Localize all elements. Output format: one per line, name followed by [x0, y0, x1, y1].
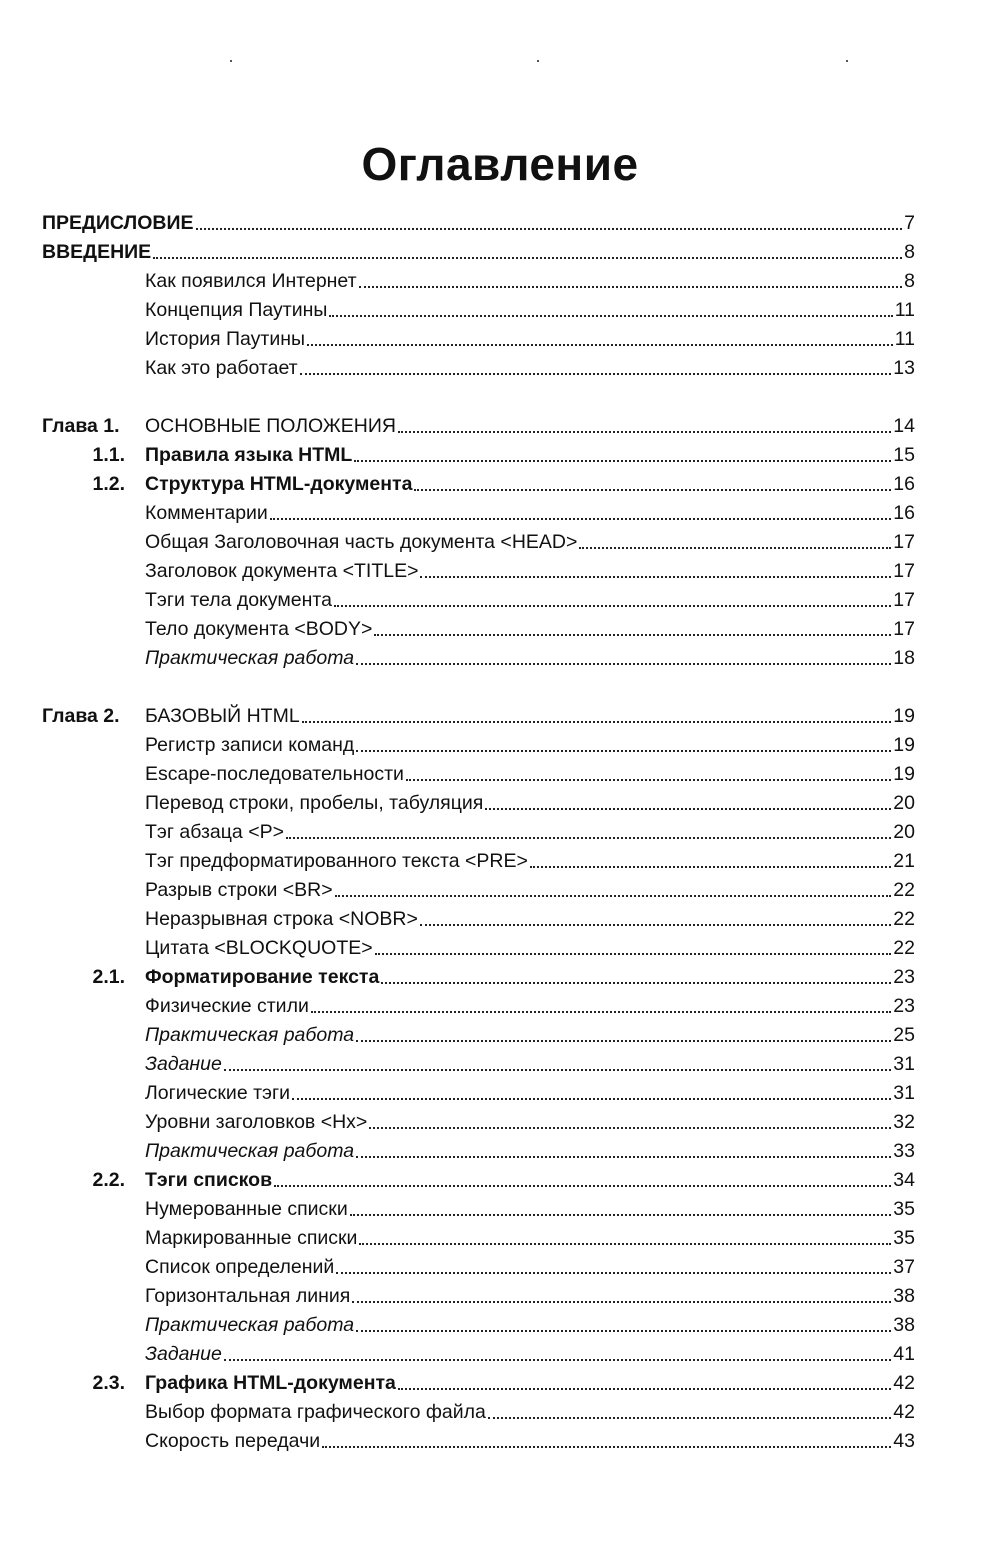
page-title: Оглавление: [361, 138, 639, 190]
toc-entry: [42, 1340, 915, 1369]
dot-leader: [224, 1069, 891, 1071]
toc-entry: [42, 1311, 915, 1340]
toc-entry-page: 35: [893, 1227, 915, 1249]
toc-entry-title: Регистр записи команд: [145, 734, 355, 756]
toc-entry-page: 11: [894, 328, 915, 350]
dot-leader: [153, 257, 902, 259]
toc-entry-title: Цитата <BLOCKQUOTE>: [145, 937, 373, 959]
dot-leader: [406, 779, 891, 781]
toc-entry-title: Выбор формата графического файла: [145, 1401, 486, 1423]
toc-entry-page: 33: [893, 1140, 915, 1162]
toc-entry-page: 13: [893, 357, 915, 379]
toc-entry-title: Практическая работа: [145, 647, 355, 669]
toc-entry-title: Концепция Паутины: [145, 299, 328, 321]
toc-entry-page: 34: [893, 1169, 915, 1191]
toc-entry-page: 31: [893, 1082, 915, 1104]
toc-entry-title: Тело документа <BODY>: [145, 618, 373, 640]
toc-entry: [42, 789, 915, 818]
toc-entry: [42, 963, 915, 992]
toc-entry-page: 23: [893, 966, 915, 988]
toc-entry-title: Практическая работа: [145, 1314, 355, 1336]
toc-entry-title: Логические тэги: [145, 1082, 290, 1104]
toc-entry-title: Тэг абзаца <P>: [145, 821, 284, 843]
toc-entry-title: Общая Заголовочная часть документа <HEAD>: [145, 531, 578, 553]
dot-leader: [302, 721, 892, 723]
toc-entry-page: 37: [893, 1256, 915, 1278]
dot-leader: [369, 1127, 891, 1129]
toc-entry: [42, 238, 915, 267]
toc-entry-number: Глава 2.: [42, 705, 120, 727]
toc-entry-title: Как появился Интернет: [145, 270, 357, 292]
toc-entry-title: Перевод строки, пробелы, табуляция: [145, 792, 484, 814]
toc-entry-page: 19: [893, 734, 915, 756]
toc-entry: [42, 992, 915, 1021]
toc-entry-page: 35: [893, 1198, 915, 1220]
toc-entry-title: Тэг предформатированного текста <PRE>: [145, 850, 528, 872]
dot-leader: [307, 344, 893, 346]
dot-leader: [300, 373, 892, 375]
toc-entry-page: 42: [893, 1401, 915, 1423]
toc-entry-page: 8: [904, 270, 915, 292]
dot-leader: [398, 1388, 891, 1390]
toc-entry-title: Правила языка HTML: [145, 444, 353, 466]
toc-entry-title: Скорость передачи: [145, 1430, 321, 1452]
toc-entry-page: 38: [893, 1285, 915, 1307]
toc-entry: [42, 296, 915, 325]
toc-entry: [42, 1427, 915, 1456]
toc-entry: [42, 1253, 915, 1282]
dot-leader: [398, 431, 891, 433]
toc-entry-title: Задание: [145, 1053, 222, 1075]
toc-entry: [42, 818, 915, 847]
toc-entry-title: Комментарии: [145, 502, 268, 524]
toc-entry: [42, 209, 915, 238]
toc-entry-page: 21: [893, 850, 915, 872]
toc-entry-page: 17: [893, 589, 915, 611]
toc-entry: [42, 731, 915, 760]
toc-entry-title: Неразрывная строка <NOBR>: [145, 908, 418, 930]
toc-entry: [42, 354, 915, 383]
toc-entry-number: 1.2.: [92, 473, 125, 495]
toc-entry-title: Задание: [145, 1343, 222, 1365]
toc-entry-title: Практическая работа: [145, 1140, 355, 1162]
toc-entry: [42, 1224, 915, 1253]
dot-leader: [530, 866, 891, 868]
toc-entry-page: 17: [893, 560, 915, 582]
toc-entry: [42, 760, 915, 789]
dot-leader: [359, 286, 903, 288]
toc-entry: [42, 1050, 915, 1079]
toc-entry: [42, 557, 915, 586]
toc-entry: [42, 528, 915, 557]
toc-entry-page: 17: [893, 531, 915, 553]
toc-entry-title: Маркированные списки: [145, 1227, 358, 1249]
toc-entry-page: 11: [894, 299, 915, 321]
dot-leader: [292, 1098, 891, 1100]
toc-entry: [42, 1108, 915, 1137]
toc-entry-title: Разрыв строки <BR>: [145, 879, 333, 901]
dot-leader: [334, 605, 891, 607]
toc-entry-title: Escape-последовательности: [145, 763, 404, 785]
scan-speck: [537, 60, 539, 62]
toc-entry-title: Список определений: [145, 1256, 335, 1278]
toc-entry-title: Как это работает: [145, 357, 298, 379]
dot-leader: [579, 547, 891, 549]
toc-entry: [42, 1282, 915, 1311]
toc-entry-page: 23: [893, 995, 915, 1017]
dot-leader: [354, 460, 891, 462]
toc-entry: [42, 499, 915, 528]
toc-entry-page: 41: [893, 1343, 915, 1365]
toc-entry: [42, 1398, 915, 1427]
toc-entry: [42, 1369, 915, 1398]
toc-entry-page: 16: [893, 502, 915, 524]
dot-leader: [420, 576, 891, 578]
toc-entry-number: Глава 1.: [42, 415, 120, 437]
dot-leader: [286, 837, 891, 839]
toc-entry-title: Структура HTML-документа: [145, 473, 413, 495]
toc-entry-number: 1.1.: [92, 444, 125, 466]
dot-leader: [224, 1359, 891, 1361]
scan-speck: [230, 60, 232, 62]
dot-leader: [352, 1301, 891, 1303]
toc-entry-title: Заголовок документа <TITLE>: [145, 560, 419, 582]
toc-entry: [42, 470, 915, 499]
toc-entry-number: 2.1.: [92, 966, 125, 988]
toc-entry: [42, 1166, 915, 1195]
dot-leader: [414, 489, 891, 491]
toc-entry-page: 38: [893, 1314, 915, 1336]
toc-entry-page: 19: [893, 763, 915, 785]
toc-entry: [42, 1021, 915, 1050]
dot-leader: [356, 1156, 891, 1158]
toc-entry-title: ПРЕДИСЛОВИЕ: [42, 212, 194, 234]
toc-entry-page: 42: [893, 1372, 915, 1394]
dot-leader: [356, 750, 891, 752]
dot-leader: [356, 1040, 891, 1042]
toc-entry: [42, 905, 915, 934]
toc-entry-title: Тэги списков: [145, 1169, 273, 1191]
dot-leader: [381, 982, 891, 984]
toc-entry-page: 7: [904, 212, 915, 234]
toc-entry-title: История Паутины: [145, 328, 306, 350]
toc-entry: [42, 876, 915, 905]
toc-entry-title: Форматирование текста: [145, 966, 380, 988]
table-of-contents: [42, 209, 915, 1456]
toc-entry-title: Горизонтальная линия: [145, 1285, 351, 1307]
dot-leader: [311, 1011, 891, 1013]
dot-leader: [359, 1243, 891, 1245]
toc-entry: [42, 702, 915, 731]
dot-leader: [485, 808, 891, 810]
toc-entry: [42, 1079, 915, 1108]
toc-entry-page: 20: [893, 792, 915, 814]
dot-leader: [329, 315, 892, 317]
toc-entry-number: 2.3.: [92, 1372, 125, 1394]
dot-leader: [336, 1272, 891, 1274]
toc-entry-page: 20: [893, 821, 915, 843]
toc-entry-number: 2.2.: [92, 1169, 125, 1191]
toc-entry: [42, 267, 915, 296]
toc-entry: [42, 1195, 915, 1224]
toc-entry-page: 14: [893, 415, 915, 437]
dot-leader: [374, 634, 891, 636]
dot-leader: [356, 1330, 891, 1332]
toc-entry-title: ВВЕДЕНИЕ: [42, 241, 152, 263]
dot-leader: [322, 1446, 891, 1448]
toc-entry-page: 32: [893, 1111, 915, 1133]
dot-leader: [488, 1417, 891, 1419]
toc-entry-title: Уровни заголовков <Hx>: [145, 1111, 368, 1133]
toc-entry-page: 18: [893, 647, 915, 669]
toc-entry-title: Физические стили: [145, 995, 309, 1017]
dot-leader: [356, 663, 891, 665]
toc-entry-page: 22: [893, 937, 915, 959]
dot-leader: [196, 228, 903, 230]
toc-entry-page: 19: [893, 705, 915, 727]
toc-entry: [42, 615, 915, 644]
toc-entry: [42, 934, 915, 963]
toc-entry-title: БАЗОВЫЙ HTML: [145, 705, 300, 727]
toc-entry-title: Нумерованные списки: [145, 1198, 348, 1220]
toc-entry-page: 16: [893, 473, 915, 495]
toc-entry: [42, 441, 915, 470]
dot-leader: [274, 1185, 891, 1187]
dot-leader: [350, 1214, 892, 1216]
toc-entry: [42, 847, 915, 876]
dot-leader: [270, 518, 891, 520]
toc-entry-page: 17: [893, 618, 915, 640]
dot-leader: [335, 895, 892, 897]
toc-entry-page: 8: [904, 241, 915, 263]
toc-entry: [42, 644, 915, 673]
toc-entry-page: 22: [893, 908, 915, 930]
toc-entry: [42, 325, 915, 354]
toc-entry-title: ОСНОВНЫЕ ПОЛОЖЕНИЯ: [145, 415, 396, 437]
toc-entry-page: 43: [893, 1430, 915, 1452]
toc-entry-title: Практическая работа: [145, 1024, 355, 1046]
scan-speck: [846, 60, 848, 62]
toc-entry-page: 25: [893, 1024, 915, 1046]
toc-entry-page: 22: [893, 879, 915, 901]
toc-entry: [42, 412, 915, 441]
toc-entry-title: Тэги тела документа: [145, 589, 332, 611]
toc-entry: [42, 586, 915, 615]
toc-entry-page: 15: [893, 444, 915, 466]
toc-entry-title: Графика HTML-документа: [145, 1372, 396, 1394]
dot-leader: [375, 953, 892, 955]
toc-entry: [42, 1137, 915, 1166]
toc-entry-page: 31: [893, 1053, 915, 1075]
dot-leader: [420, 924, 891, 926]
